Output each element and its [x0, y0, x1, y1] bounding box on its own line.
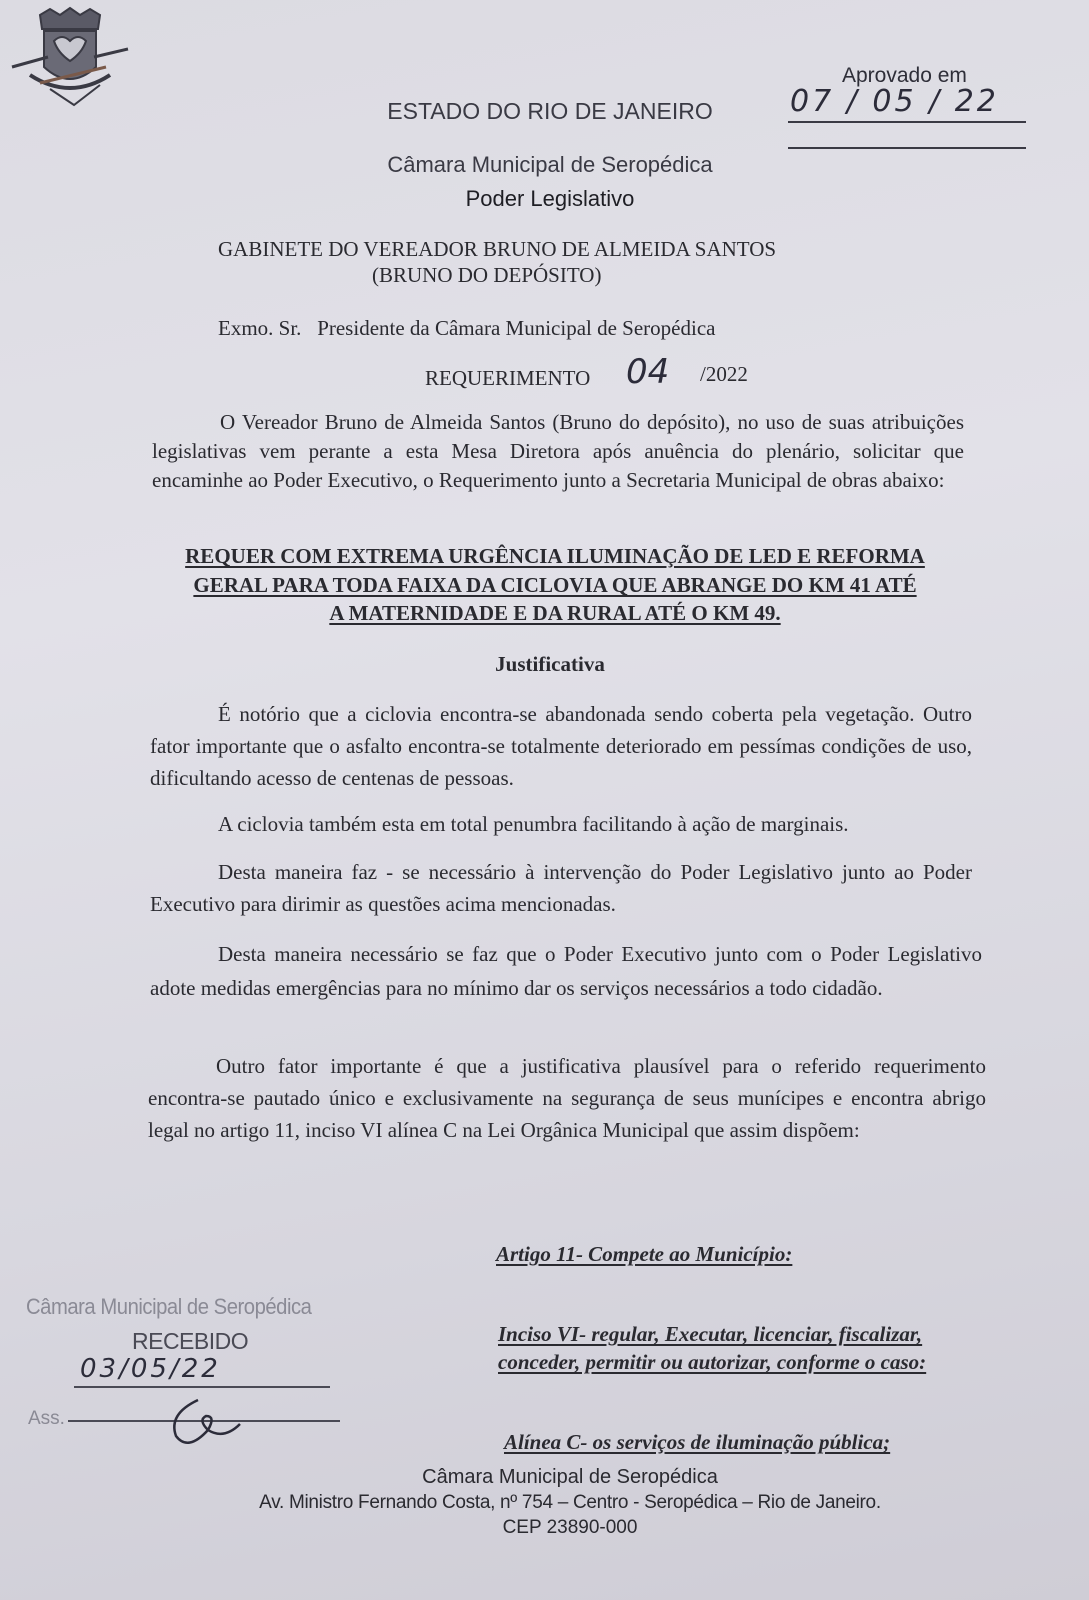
law-inciso-line-1: Inciso VI- regular, Executar, licenciar, fiscalizar, [498, 1322, 923, 1346]
request-number: 04 [626, 352, 670, 392]
stamp-date: 03/05/22 [80, 1354, 221, 1384]
stamp-date-line [74, 1386, 330, 1388]
power-heading: Poder Legislativo [465, 186, 635, 211]
addressee-recipient: Presidente da Câmara Municipal de Seropédica [317, 316, 716, 340]
footer-line-2: Av. Ministro Fernando Costa, nº 754 – Centro - Seropédica – Rio de Janeiro. [259, 1492, 881, 1513]
stamp-institution: Câmara Municipal de Seropédica [26, 1294, 312, 1319]
addressee [218, 316, 715, 341]
law-inciso-line-2: conceder, permitir ou autorizar, conforme o caso: [498, 1350, 927, 1374]
footer-line-3: CEP 23890-000 [502, 1517, 638, 1538]
addressee-honorific: Exmo. Sr. [218, 316, 302, 340]
approval-date: 07 / 05 / 22 [790, 84, 999, 119]
request-year: /2022 [700, 362, 748, 386]
state-heading: ESTADO DO RIO DE JANEIRO [387, 98, 713, 124]
stamp-signature-label: Ass. [28, 1408, 65, 1429]
approval-label: Aprovado em [842, 64, 967, 87]
subject-line-2: GERAL PARA TODA FAIXA DA CICLOVIA QUE ABRANGE DO KM 41 ATÉ [193, 573, 917, 597]
justification-paragraph-1: É notório que a ciclovia encontra-se abandonada sendo coberta pela vegetação. Outro fator importante que o asfalto encontra-se totalmente deteriorado em pessímas condições de uso, dificultando acesso de centenas de pessoas. [150, 702, 972, 790]
request-label: REQUERIMENTO [425, 366, 591, 390]
coat-of-arms-logo [10, 5, 132, 113]
justification-paragraph-2: A ciclovia também esta em total penumbra facilitando à ação de marginais. [218, 812, 849, 836]
office-line-1: GABINETE DO VEREADOR BRUNO DE ALMEIDA SANTOS [218, 237, 777, 261]
handwritten-signature [164, 1394, 284, 1459]
chamber-heading: Câmara Municipal de Seropédica [387, 152, 713, 177]
justification-paragraph-3: Desta maneira faz - se necessário à intervenção do Poder Legislativo junto ao Poder Executivo para dirimir as questões acima mencionadas. [150, 860, 972, 916]
justification-paragraph-4: Desta maneira necessário se faz que o Poder Executivo junto com o Poder Legislativo adote medidas emergências para no mínimo dar os serviços necessários a todo cidadão. [150, 942, 982, 1000]
office-line-2: (BRUNO DO DEPÓSITO) [372, 263, 602, 287]
subject-line-1: REQUER COM EXTREMA URGÊNCIA ILUMINAÇÃO DE LED E REFORMA [185, 544, 925, 568]
intro-paragraph: O Vereador Bruno de Almeida Santos (Bruno do depósito), no uso de suas atribuições legislativas vem perante a esta Mesa Diretora após anuência do plenário, solicitar que encaminhe ao Poder Executivo, o Requerimento junto a Secretaria Municipal de obras abaixo: [152, 410, 964, 492]
justification-paragraph-5: Outro fator importante é que a justificativa plausível para o referido requerimento encontra-se pautado único e exclusivamente na segurança de seus munícipes e encontra abrigo legal no artigo 11, inciso VI alínea C na Lei Orgânica Municipal que assim dispõem: [148, 1054, 986, 1142]
approval-signature-line [788, 147, 1026, 149]
subject-line-3: A MATERNIDADE E DA RURAL ATÉ O KM 49. [329, 601, 781, 625]
law-article: Artigo 11- Compete ao Município: [496, 1242, 793, 1266]
law-alinea: Alínea C- os serviços de iluminação pública; [504, 1430, 891, 1454]
stamp-status: RECEBIDO [132, 1328, 249, 1354]
received-stamp [24, 1290, 354, 1460]
approval-date-line [788, 121, 1026, 123]
footer-line-1: Câmara Municipal de Seropédica [422, 1466, 718, 1488]
justification-title: Justificativa [495, 652, 605, 676]
